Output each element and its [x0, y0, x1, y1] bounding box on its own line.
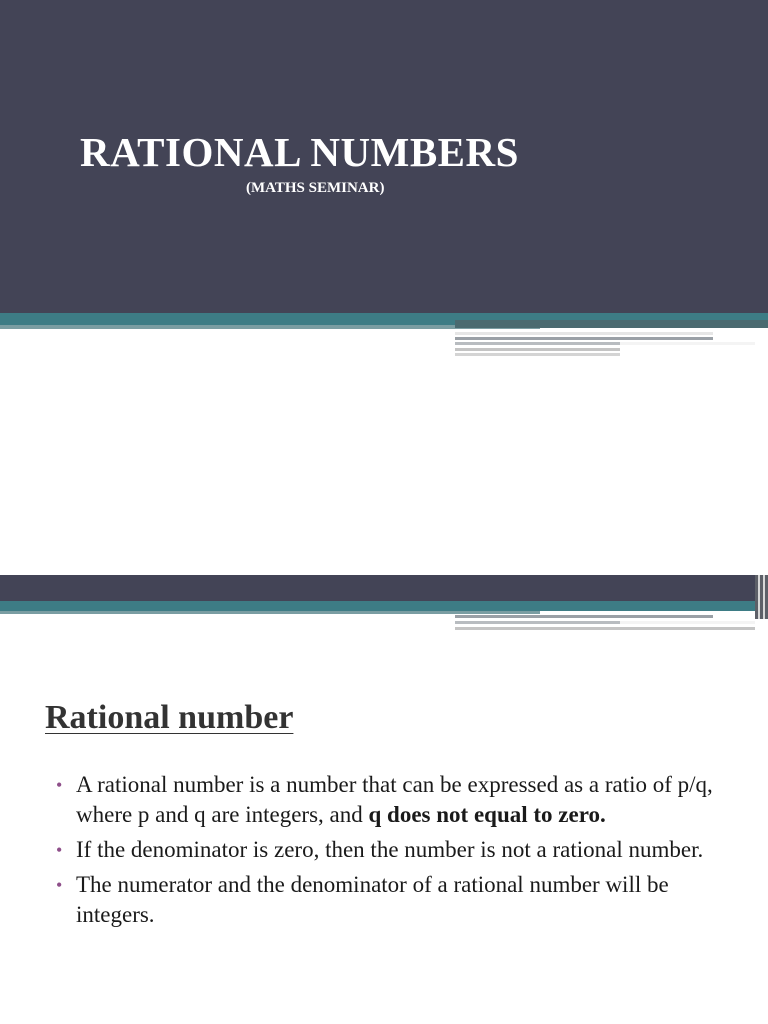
decorative-line: [455, 337, 713, 340]
decorative-line: [758, 575, 760, 619]
slide-subtitle: (MATHS SEMINAR): [246, 180, 385, 196]
list-item: • If the denominator is zero, then the number is not a rational number.: [56, 835, 746, 865]
bullet-icon: •: [56, 840, 63, 860]
header-band: [0, 575, 755, 601]
bullet-icon: •: [56, 875, 63, 895]
list-item: • A rational number is a number that can be expressed as a ratio of p/q, where p and q are integers, and q does not equal to zero.: [56, 772, 713, 827]
decorative-line: [455, 615, 713, 618]
bullet-icon: •: [56, 775, 63, 795]
decorative-block: [455, 320, 768, 328]
header-band-shadow: [0, 611, 540, 614]
decorative-line: [620, 621, 755, 624]
decorative-line: [620, 342, 755, 345]
header-band-end: [755, 575, 768, 619]
decorative-line: [455, 627, 755, 630]
decorative-line: [455, 348, 620, 351]
decorative-line: [763, 575, 765, 619]
slide-title: RATIONAL NUMBERS: [80, 129, 519, 175]
list-item: • The numerator and the denominator of a rational number will be integers.: [56, 872, 669, 927]
header-band-accent: [0, 601, 755, 611]
bullet-list: [56, 770, 746, 935]
decorative-line: [455, 332, 713, 335]
decorative-line: [455, 353, 620, 356]
content-slide: [0, 575, 768, 1024]
section-heading: Rational number: [45, 699, 294, 736]
